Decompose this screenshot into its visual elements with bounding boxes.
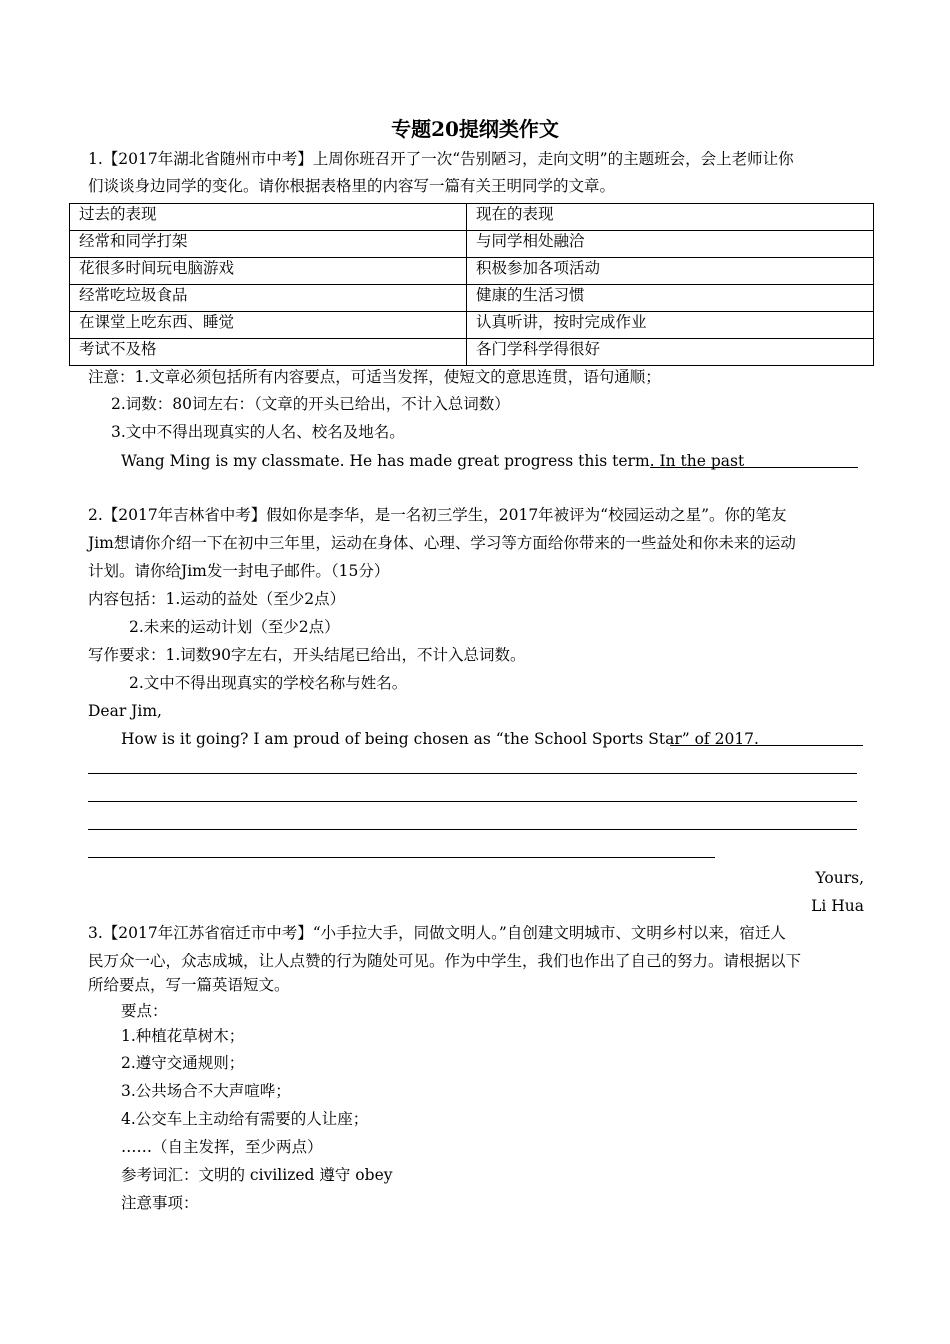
q3-point-item: 3.公共场合不大声喧哗； — [121, 1082, 291, 1100]
table-cell: 积极参加各项活动 — [467, 258, 874, 285]
table-row — [70, 258, 874, 285]
table-row — [70, 312, 874, 339]
q1-note-1: 注意：1.文章必须包括所有内容要点，可适当发挥，使短文的意思连贯，语句通顺； — [88, 368, 661, 386]
q3-prompt-line-3: 所给要点，写一篇英语短文。 — [88, 976, 290, 994]
q1-prompt-line-2: 们谈谈身边同学的变化。请你根据表格里的内容写一篇有关王明同学的文章。 — [88, 177, 616, 195]
table-cell: 健康的生活习惯 — [467, 285, 874, 312]
q3-notes-label: 注意事项： — [121, 1194, 199, 1212]
table-row — [70, 231, 874, 258]
q2-content-2: 2.未来的运动计划（至少2点） — [129, 618, 340, 636]
q3-point-item: ……（自主发挥，至少两点） — [121, 1138, 323, 1156]
q2-greeting: Dear Jim, — [88, 702, 162, 720]
q3-point-item: 1.种植花草树木； — [121, 1027, 245, 1045]
q2-prompt-line-2: Jim想请你介绍一下在初中三年里，运动在身体、心理、学习等方面给你带来的一些益处和你未来的运动 — [88, 534, 796, 552]
behavior-comparison-table — [69, 203, 874, 366]
table-cell: 花很多时间玩电脑游戏 — [70, 258, 467, 285]
q2-answer-line[interactable] — [88, 773, 857, 774]
q2-signature: Li Hua — [811, 897, 864, 915]
table-cell: 在课堂上吃东西、睡觉 — [70, 312, 467, 339]
q3-prompt-line-1: 3.【2017年江苏省宿迁市中考】“小手拉大手，同做文明人。”自创建文明城市、文明乡村以来，宿迁人 — [88, 924, 786, 942]
q2-prompt-line-3: 计划。请你给Jim发一封电子邮件。（15分） — [88, 562, 390, 580]
q3-point-item: 2.遵守交通规则； — [121, 1054, 245, 1072]
q2-answer-line[interactable] — [88, 801, 857, 802]
table-row — [70, 285, 874, 312]
q2-answer-line[interactable] — [88, 857, 715, 858]
table-cell: 经常吃垃圾食品 — [70, 285, 467, 312]
q2-requirement-1: 写作要求：1.词数90字左右，开头结尾已给出，不计入总词数。 — [88, 646, 526, 664]
table-cell: 各门学科学得很好 — [467, 339, 874, 366]
q2-answer-blank[interactable] — [670, 745, 863, 746]
q2-prompt-line-1: 2.【2017年吉林省中考】假如你是李华，是一名初三学生，2017年被评为“校园运动之星”。你的笔友 — [88, 506, 787, 524]
q1-note-2: 2.词数：80词左右：（文章的开头已给出，不计入总词数） — [111, 395, 510, 413]
q2-content-1: 内容包括：1.运动的益处（至少2点） — [88, 590, 346, 608]
q1-prompt-line-1: 1.【2017年湖北省随州市中考】上周你班召开了一次“告别陋习，走向文明”的主题班会，会上老师让你 — [88, 150, 794, 168]
q2-requirement-2: 2.文中不得出现真实的学校名称与姓名。 — [129, 674, 408, 692]
q2-closing: Yours, — [815, 869, 864, 887]
table-cell: 经常和同学打架 — [70, 231, 467, 258]
q3-point-item: 4.公交车上主动给有需要的人让座； — [121, 1110, 369, 1128]
table-row — [70, 339, 874, 366]
table-header-cell: 现在的表现 — [467, 204, 874, 231]
table-cell: 考试不及格 — [70, 339, 467, 366]
table-cell: 与同学相处融洽 — [467, 231, 874, 258]
q3-vocabulary: 参考词汇：文明的 civilized 遵守 obey — [121, 1166, 393, 1184]
q1-note-3: 3.文中不得出现真实的人名、校名及地名。 — [111, 423, 405, 441]
table-cell: 认真听讲，按时完成作业 — [467, 312, 874, 339]
q1-answer-blank[interactable] — [650, 467, 858, 468]
q3-prompt-line-2: 民万众一心，众志成城，让人点赞的行为随处可见。作为中学生，我们也作出了自己的努力。请根据以下 — [88, 952, 802, 970]
q2-letter-start: How is it going? I am proud of being chosen as “the School Sports Star” of 2017. — [121, 730, 759, 748]
q1-essay-start: Wang Ming is my classmate. He has made great progress this term. In the past — [121, 452, 745, 470]
table-header-row — [70, 204, 874, 231]
q3-points-label: 要点： — [121, 1002, 168, 1020]
q2-answer-line[interactable] — [88, 829, 857, 830]
table-header-cell: 过去的表现 — [70, 204, 467, 231]
page-title: 专题20提纲类作文 — [391, 117, 559, 141]
